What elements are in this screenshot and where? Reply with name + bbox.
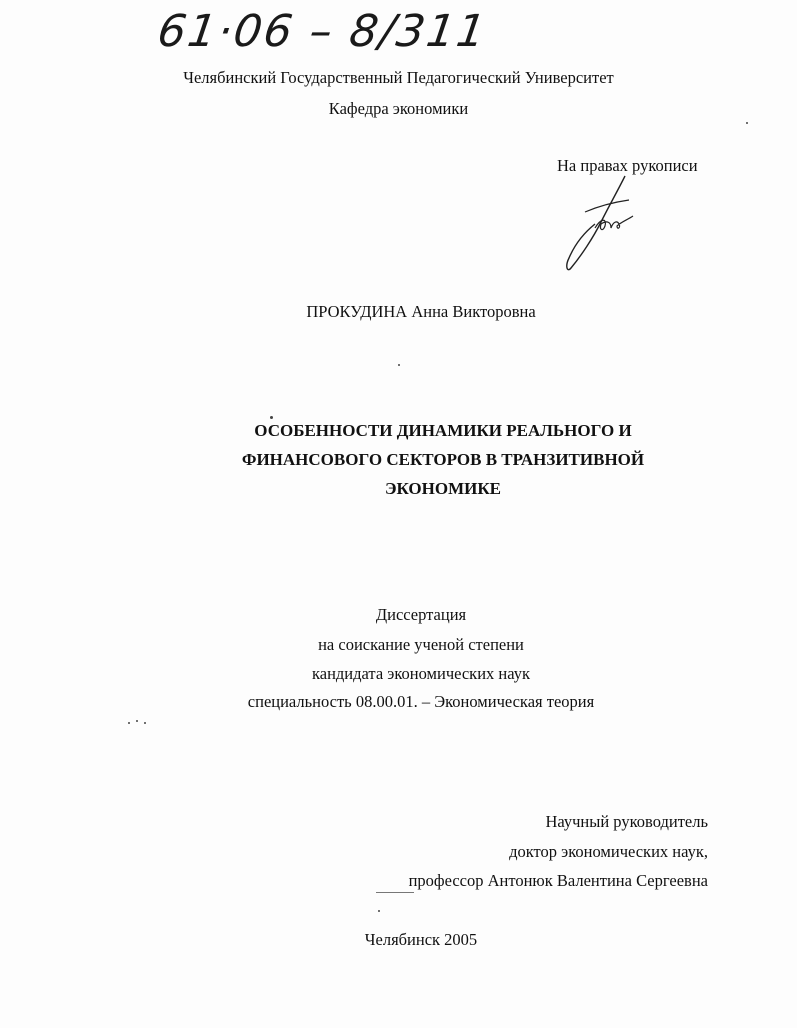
- dissertation-purpose: на соискание ученой степени: [318, 635, 524, 654]
- supervisor-name: профессор Антонюк Валентина Сергеевна: [408, 871, 708, 890]
- signature-icon: [555, 172, 650, 277]
- scan-speck: [378, 910, 380, 912]
- title-line-1: ОСОБЕННОСТИ ДИНАМИКИ РЕАЛЬНОГО И: [254, 421, 632, 440]
- scan-speck: [398, 364, 400, 366]
- department-name: Кафедра экономики: [328, 99, 469, 118]
- rights-note: На правах рукописи: [557, 156, 698, 175]
- scan-mark: [376, 892, 414, 893]
- university-name: Челябинский Государственный Педагогический Университет: [183, 68, 614, 87]
- dissertation-degree: кандидата экономических наук: [311, 664, 530, 683]
- handwritten-archive-number: 61·06 – 8/311: [154, 6, 491, 57]
- scan-speck: [746, 122, 748, 124]
- supervisor-role: Научный руководитель: [545, 812, 708, 831]
- title-line-3: ЭКОНОМИКЕ: [384, 479, 502, 498]
- supervisor-degree: доктор экономических наук,: [509, 842, 708, 861]
- scan-speck: [136, 720, 138, 722]
- scan-speck: [144, 722, 146, 724]
- place-year: Челябинск 2005: [364, 930, 478, 949]
- dissertation-type: Диссертация: [375, 605, 467, 624]
- title-line-2: ФИНАНСОВОГО СЕКТОРОВ В ТРАНЗИТИВНОЙ: [241, 450, 645, 469]
- dissertation-specialty: специальность 08.00.01. – Экономическая теория: [247, 692, 595, 711]
- author-name: ПРОКУДИНА Анна Викторовна: [306, 302, 536, 321]
- scan-speck: [128, 722, 130, 724]
- scan-speck: [270, 416, 273, 419]
